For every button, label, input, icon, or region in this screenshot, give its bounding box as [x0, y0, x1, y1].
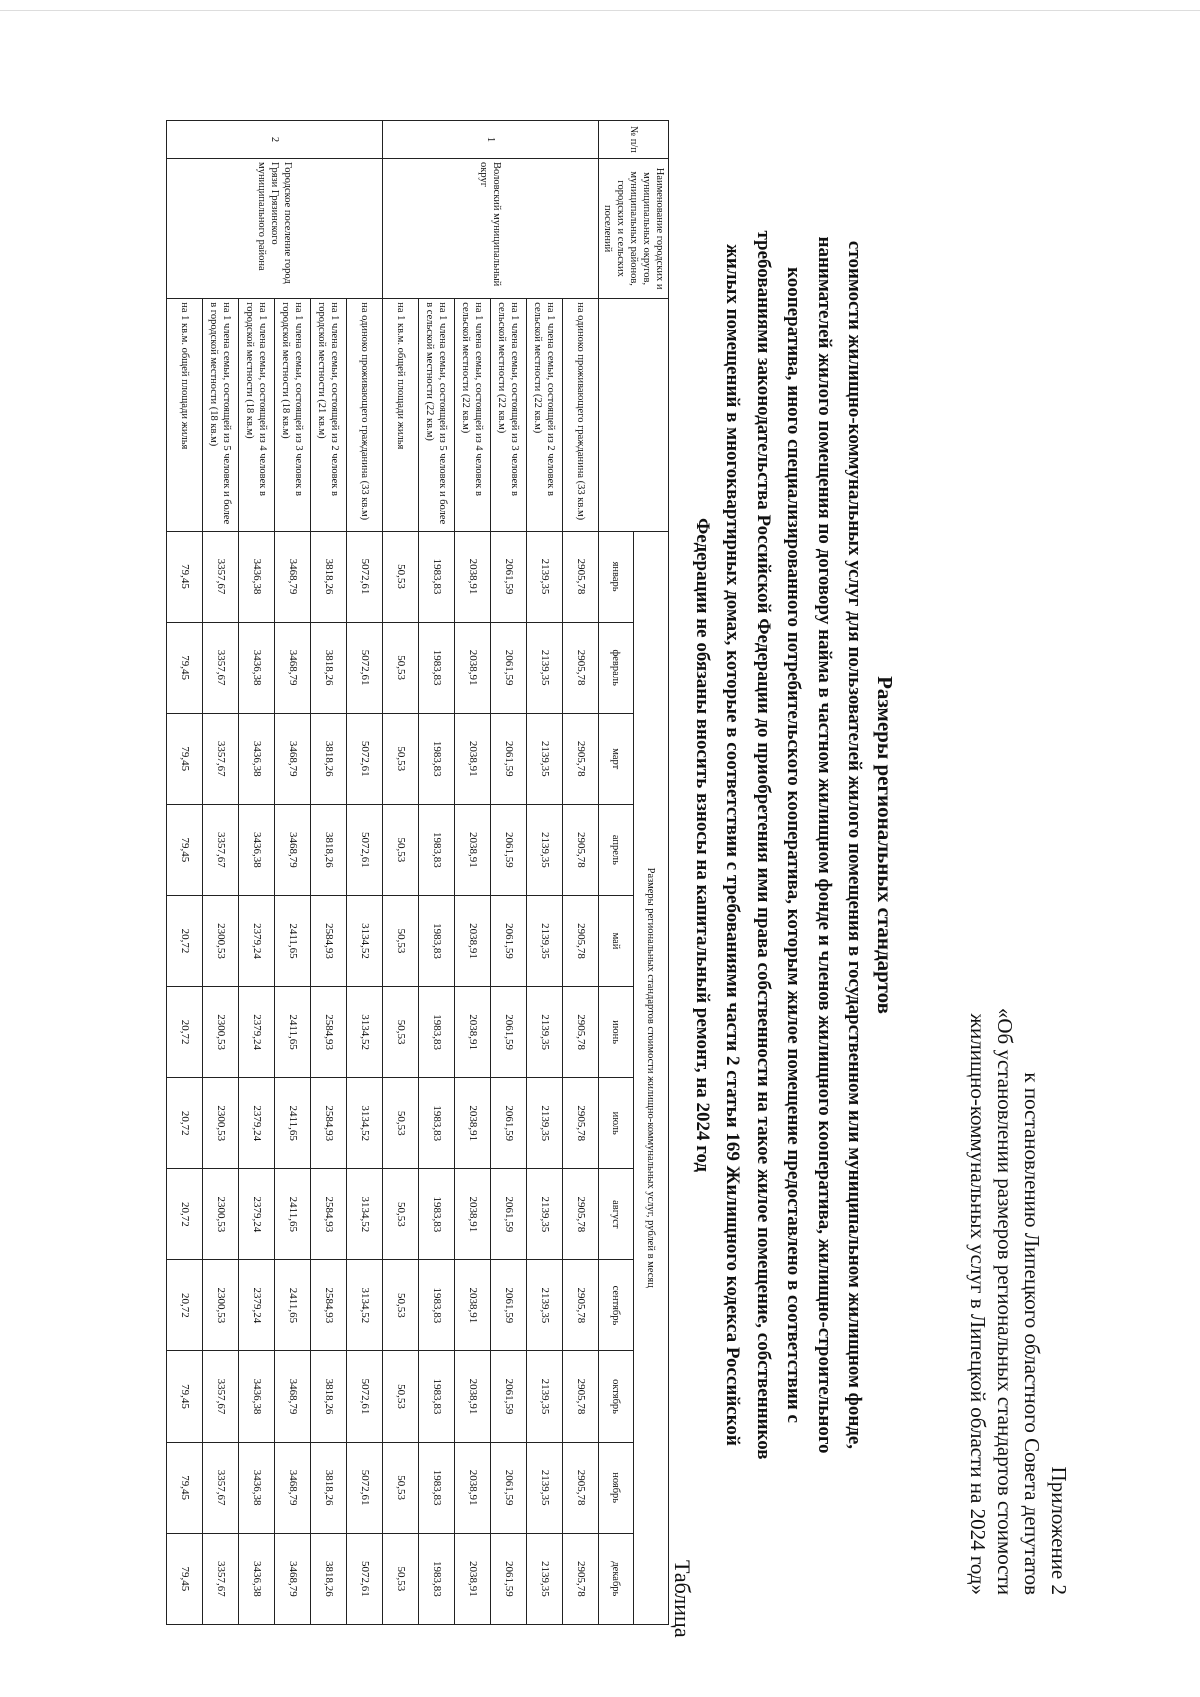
rate-value: 3468,79	[275, 531, 311, 622]
rate-value: 2139,35	[527, 1169, 563, 1260]
rate-value: 2038,91	[455, 1442, 491, 1533]
rate-value: 3818,26	[311, 1533, 347, 1624]
rate-value: 50,53	[383, 1260, 419, 1351]
rate-value: 1983,83	[419, 1351, 455, 1442]
rate-value: 5072,61	[347, 1533, 383, 1624]
rate-value: 2061,59	[491, 622, 527, 713]
month-header: июль	[599, 1078, 634, 1169]
rate-value: 79,45	[167, 804, 203, 895]
appendix-line: жилищно-коммунальных услуг в Липецкой области на 2024 год»	[966, 1013, 990, 1595]
rate-value: 79,45	[167, 1351, 203, 1442]
rate-value: 2061,59	[491, 1078, 527, 1169]
rate-value: 2038,91	[455, 531, 491, 622]
rate-value: 3436,38	[239, 622, 275, 713]
month-header: сентябрь	[599, 1260, 634, 1351]
table-row	[455, 121, 491, 1625]
rate-value: 50,53	[383, 1533, 419, 1624]
rate-value: 2139,35	[527, 895, 563, 986]
rate-value: 2905,78	[563, 1260, 599, 1351]
month-header: июнь	[599, 987, 634, 1078]
rate-value: 2061,59	[491, 1351, 527, 1442]
table-header	[599, 121, 669, 1625]
row-number: 2	[167, 121, 383, 159]
rate-value: 3134,52	[347, 987, 383, 1078]
rate-value: 2905,78	[563, 1442, 599, 1533]
rate-value: 2584,93	[311, 895, 347, 986]
rate-value: 2905,78	[563, 804, 599, 895]
rate-value: 2411,65	[275, 895, 311, 986]
rate-description: на 1 члена семьи, состоящей из 5 человек и более в городской местности (18 кв.м)	[203, 299, 239, 531]
rate-value: 50,53	[383, 1442, 419, 1533]
municipality-name: Воловский муниципальный округ	[383, 159, 599, 299]
rate-value: 2139,35	[527, 987, 563, 1078]
rate-value: 2139,35	[527, 1078, 563, 1169]
rate-value: 3468,79	[275, 1351, 311, 1442]
rate-value: 2038,91	[455, 895, 491, 986]
rate-value: 50,53	[383, 531, 419, 622]
rate-value: 2139,35	[527, 622, 563, 713]
rate-value: 2061,59	[491, 1533, 527, 1624]
rate-value: 3818,26	[311, 1351, 347, 1442]
rate-value: 2300,53	[203, 987, 239, 1078]
rate-value: 2379,24	[239, 1260, 275, 1351]
rate-value: 1983,83	[419, 987, 455, 1078]
rate-value: 3357,67	[203, 713, 239, 804]
rate-value: 2905,78	[563, 713, 599, 804]
rate-value: 2905,78	[563, 1078, 599, 1169]
table-row	[203, 121, 239, 1625]
rate-value: 2139,35	[527, 804, 563, 895]
rate-value: 3357,67	[203, 622, 239, 713]
rate-value: 1983,83	[419, 1078, 455, 1169]
title-line: стоимости жилищно-коммунальных услуг для пользователей жилого помещения в государственном или муниципальном жилищном фонде,	[844, 240, 866, 1450]
table-row	[419, 121, 455, 1625]
rate-value: 20,72	[167, 987, 203, 1078]
rate-value: 50,53	[383, 1351, 419, 1442]
rate-value: 5072,61	[347, 713, 383, 804]
rate-value: 2300,53	[203, 1078, 239, 1169]
rate-value: 2038,91	[455, 1078, 491, 1169]
table-row	[383, 121, 419, 1625]
rate-value: 3357,67	[203, 804, 239, 895]
rate-value: 2300,53	[203, 1169, 239, 1260]
rate-value: 79,45	[167, 531, 203, 622]
rate-value: 20,72	[167, 1169, 203, 1260]
rate-value: 50,53	[383, 804, 419, 895]
appendix-line: к постановлению Липецкого областного Совета депутатов	[1020, 1072, 1044, 1595]
rate-value: 3134,52	[347, 895, 383, 986]
rate-value: 3134,52	[347, 1260, 383, 1351]
rate-value: 1983,83	[419, 895, 455, 986]
rate-value: 2139,35	[527, 1533, 563, 1624]
rate-value: 3134,52	[347, 1078, 383, 1169]
table-row	[491, 121, 527, 1625]
rate-value: 3468,79	[275, 1442, 311, 1533]
rate-value: 3436,38	[239, 1442, 275, 1533]
table-row	[239, 121, 275, 1625]
rate-description: на 1 члена семьи, состоящей из 3 человек в городской местности (18 кв.м)	[275, 299, 311, 531]
month-header: январь	[599, 531, 634, 622]
rate-value: 5072,61	[347, 1351, 383, 1442]
rate-value: 3357,67	[203, 531, 239, 622]
rate-value: 2905,78	[563, 531, 599, 622]
rate-value: 20,72	[167, 1260, 203, 1351]
rate-value: 1983,83	[419, 1533, 455, 1624]
rate-value: 2139,35	[527, 713, 563, 804]
rate-value: 2139,35	[527, 1351, 563, 1442]
rate-value: 2061,59	[491, 987, 527, 1078]
rate-value: 2061,59	[491, 713, 527, 804]
rate-value: 50,53	[383, 1078, 419, 1169]
rate-value: 2905,78	[563, 1169, 599, 1260]
rate-value: 3818,26	[311, 1442, 347, 1533]
rate-value: 1983,83	[419, 804, 455, 895]
header-number: № п/п	[599, 121, 669, 159]
rate-value: 5072,61	[347, 1442, 383, 1533]
rate-value: 2061,59	[491, 531, 527, 622]
title-line: Размеры региональных стандартов	[873, 676, 897, 1014]
rate-value: 2584,93	[311, 1260, 347, 1351]
rate-value: 1983,83	[419, 622, 455, 713]
rate-description: на 1 члена семьи, состоящей из 3 человек в сельской местности (22 кв.м)	[491, 299, 527, 531]
rate-value: 2905,78	[563, 1351, 599, 1442]
rate-value: 3357,67	[203, 1442, 239, 1533]
rate-value: 2379,24	[239, 1169, 275, 1260]
rate-value: 79,45	[167, 1442, 203, 1533]
table-row	[347, 121, 383, 1625]
rate-value: 3468,79	[275, 804, 311, 895]
table-row	[167, 121, 203, 1625]
rate-value: 3818,26	[311, 531, 347, 622]
title-line: нанимателей жилого помещения по договору найма в частном жилищном фонде и членов жилищного кооператива, жилищно-строительного	[814, 236, 835, 1454]
rate-value: 2411,65	[275, 1078, 311, 1169]
rate-value: 2061,59	[491, 1442, 527, 1533]
rate-value: 2905,78	[563, 622, 599, 713]
rate-value: 3468,79	[275, 622, 311, 713]
month-header: апрель	[599, 804, 634, 895]
rate-description: на 1 члена семьи, состоящей из 4 человек в городской местности (18 кв.м)	[239, 299, 275, 531]
rate-value: 3818,26	[311, 713, 347, 804]
document-title	[687, 195, 901, 1495]
rate-value: 79,45	[167, 1533, 203, 1624]
rate-value: 3436,38	[239, 804, 275, 895]
appendix-line: «Об установлении размеров региональных стандартов стоимости	[993, 1007, 1017, 1595]
appendix-line: Приложение 2	[1047, 1466, 1071, 1595]
rate-value: 2038,91	[455, 1169, 491, 1260]
rate-value: 2379,24	[239, 987, 275, 1078]
rate-value: 2300,53	[203, 895, 239, 986]
rate-value: 20,72	[167, 1078, 203, 1169]
month-header: ноябрь	[599, 1442, 634, 1533]
rate-value: 3468,79	[275, 1533, 311, 1624]
rate-description: на одиноко проживающего гражданина (33 кв.м)	[347, 299, 383, 531]
rate-description: на 1 члена семьи, состоящей из 2 человек в городской местности (21 кв.м)	[311, 299, 347, 531]
rate-value: 2411,65	[275, 987, 311, 1078]
row-number: 1	[383, 121, 599, 159]
rates-table	[166, 120, 669, 1625]
rate-value: 2584,93	[311, 987, 347, 1078]
rate-value: 2905,78	[563, 987, 599, 1078]
rate-description: на 1 члена семьи, состоящей из 4 человек в сельской местности (22 кв.м)	[455, 299, 491, 531]
title-line: требованиями законодательства Российской Федерации до приобретения ими права собственности на такое жилое помещение, собственников	[753, 230, 774, 1460]
rate-description: на 1 члена семьи, состоящей из 2 человек в сельской местности (22 кв.м)	[527, 299, 563, 531]
appendix-header	[964, 935, 1072, 1595]
rate-value: 2061,59	[491, 1260, 527, 1351]
rate-value: 2061,59	[491, 1169, 527, 1260]
rate-value: 2379,24	[239, 895, 275, 986]
rate-value: 2061,59	[491, 895, 527, 986]
rate-value: 2038,91	[455, 987, 491, 1078]
header-group: Размеры региональных стандартов стоимости жилищно-коммунальных услуг, рублей в месяц	[634, 531, 669, 1625]
rate-value: 2584,93	[311, 1169, 347, 1260]
rate-value: 3468,79	[275, 713, 311, 804]
month-header: февраль	[599, 622, 634, 713]
rate-value: 50,53	[383, 1169, 419, 1260]
rate-value: 2038,91	[455, 622, 491, 713]
rate-value: 2038,91	[455, 1260, 491, 1351]
month-header: декабрь	[599, 1533, 634, 1624]
rate-value: 3436,38	[239, 713, 275, 804]
rate-value: 1983,83	[419, 1260, 455, 1351]
rate-value: 2584,93	[311, 1078, 347, 1169]
month-header: март	[599, 713, 634, 804]
rate-description: на 1 члена семьи, состоящей из 5 человек и более в сельской местности (22 кв.м)	[419, 299, 455, 531]
rate-value: 2038,91	[455, 1533, 491, 1624]
header-municipality: Наименование городских и муниципальных округов, муниципальных районов, городских и сельских поселений	[599, 159, 669, 299]
rate-value: 50,53	[383, 713, 419, 804]
month-header: август	[599, 1169, 634, 1260]
rate-value: 50,53	[383, 987, 419, 1078]
table-row	[275, 121, 311, 1625]
rate-value: 1983,83	[419, 1169, 455, 1260]
rate-value: 2139,35	[527, 1260, 563, 1351]
rate-value: 1983,83	[419, 713, 455, 804]
rate-value: 3436,38	[239, 531, 275, 622]
rate-value: 79,45	[167, 713, 203, 804]
rate-value: 2300,53	[203, 1260, 239, 1351]
table-label: Таблица	[670, 1560, 695, 1638]
rate-value: 3357,67	[203, 1351, 239, 1442]
table-row	[527, 121, 563, 1625]
rate-value: 50,53	[383, 622, 419, 713]
rate-value: 2139,35	[527, 1442, 563, 1533]
rate-value: 2139,35	[527, 531, 563, 622]
month-header: октябрь	[599, 1351, 634, 1442]
rate-value: 2905,78	[563, 1533, 599, 1624]
rate-value: 3436,38	[239, 1351, 275, 1442]
rate-value: 2411,65	[275, 1260, 311, 1351]
rate-value: 20,72	[167, 895, 203, 986]
header-description	[599, 299, 669, 531]
rate-value: 3436,38	[239, 1533, 275, 1624]
rate-value: 3818,26	[311, 804, 347, 895]
table-body	[167, 121, 599, 1625]
rate-value: 50,53	[383, 895, 419, 986]
rate-value: 2061,59	[491, 804, 527, 895]
rate-value: 5072,61	[347, 622, 383, 713]
rate-value: 2038,91	[455, 804, 491, 895]
rate-description: на одиноко проживающего гражданина (33 кв.м)	[563, 299, 599, 531]
month-header: май	[599, 895, 634, 986]
rate-value: 2411,65	[275, 1169, 311, 1260]
table-row	[563, 121, 599, 1625]
rate-description: на 1 кв.м. общей площади жилья	[383, 299, 419, 531]
title-line: жилых помещений в многоквартирных домах, которые в соответствии с требованиями части 2 статьи 169 Жилищного кодекса Российской	[722, 244, 744, 1446]
rate-value: 2905,78	[563, 895, 599, 986]
rate-value: 2379,24	[239, 1078, 275, 1169]
municipality-name: Городское поселение город Грязи Грязинского муниципального района	[167, 159, 383, 299]
rate-value: 3357,67	[203, 1533, 239, 1624]
rate-value: 3818,26	[311, 622, 347, 713]
rate-value: 2038,91	[455, 1351, 491, 1442]
title-line: кооператива, иного специализированного потребительского кооператива, которым жилое помещение предоставлено в соответствии с	[783, 267, 805, 1423]
rate-value: 1983,83	[419, 531, 455, 622]
table-row	[311, 121, 347, 1625]
rate-value: 5072,61	[347, 531, 383, 622]
title-line: Федерации не обязаны вносить взносы на капитальный ремонт, на 2024 год	[692, 517, 713, 1172]
rate-value: 5072,61	[347, 804, 383, 895]
rate-value: 3134,52	[347, 1169, 383, 1260]
rate-value: 2038,91	[455, 713, 491, 804]
rate-value: 79,45	[167, 622, 203, 713]
rate-value: 1983,83	[419, 1442, 455, 1533]
rate-description: на 1 кв.м. общей площади жилья	[167, 299, 203, 531]
